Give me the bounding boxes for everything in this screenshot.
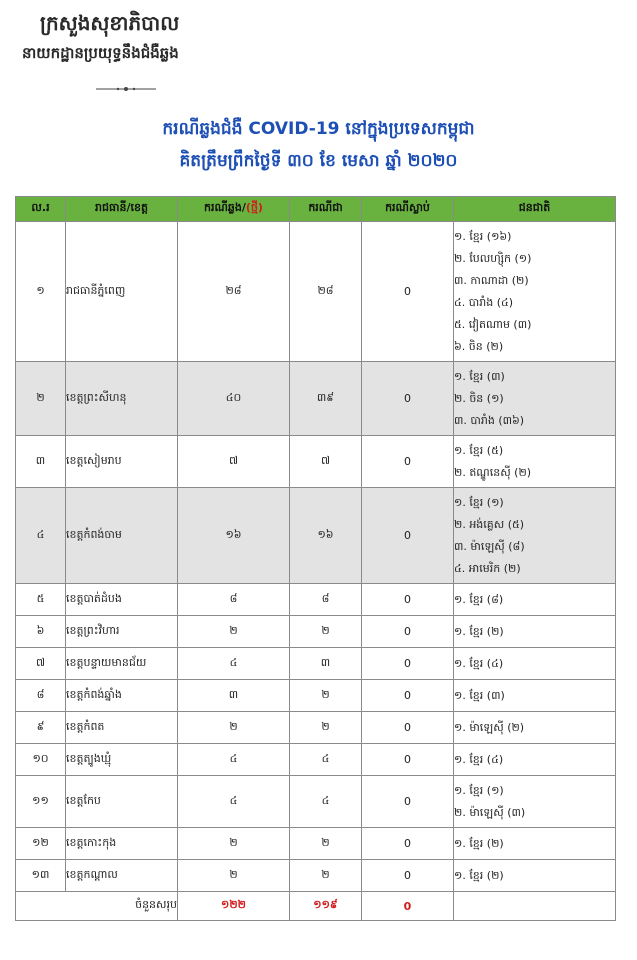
table-row bbox=[16, 680, 616, 712]
cases-count: ១៦ bbox=[178, 488, 290, 584]
nationality-item: ១. ខ្មែរ (២) bbox=[454, 836, 504, 850]
nationality-item: ៤. អាមេរិក (២) bbox=[454, 561, 521, 575]
deaths-count: 0 bbox=[362, 488, 454, 584]
nationality-item: ១. ខ្មែរ (៣) bbox=[454, 369, 505, 383]
deaths-count: 0 bbox=[362, 648, 454, 680]
row-number: ១០ bbox=[16, 744, 66, 776]
nationality-item: ១. ម៉ាឡេស៊ី (២) bbox=[454, 720, 525, 734]
province-name: ខេត្តបន្ទាយមានជ័យ bbox=[66, 648, 178, 680]
col-header-no: ល.រ bbox=[16, 197, 66, 222]
province-name: ខេត្តកំពង់ចាម bbox=[66, 488, 178, 584]
deaths-count: 0 bbox=[362, 744, 454, 776]
table-row bbox=[16, 616, 616, 648]
table-row bbox=[16, 584, 616, 616]
total-deaths: 0 bbox=[362, 892, 454, 921]
province-name: ខេត្តកំពង់ឆ្នាំង bbox=[66, 680, 178, 712]
cases-count: ២ bbox=[178, 712, 290, 744]
cases-count: ៨ bbox=[178, 584, 290, 616]
recovered-count: ៨ bbox=[290, 584, 362, 616]
nationality-list bbox=[454, 744, 616, 776]
row-number: ៣ bbox=[16, 436, 66, 488]
row-number: ១ bbox=[16, 222, 66, 362]
total-label: ចំនួនសរុប bbox=[16, 892, 178, 921]
department-name: នាយកដ្ឋានប្រយុទ្ធនឹងជំងឺឆ្លង bbox=[22, 44, 179, 62]
recovered-count: ១៦ bbox=[290, 488, 362, 584]
recovered-count: ២ bbox=[290, 828, 362, 860]
report-title: ករណីឆ្លងជំងឺ COVID-19 នៅក្នុងប្រទេសកម្ពុជា bbox=[162, 119, 475, 139]
col-header-new-label: (ថ្មី) bbox=[245, 201, 263, 214]
row-number: ១៣ bbox=[16, 860, 66, 892]
row-number: ៩ bbox=[16, 712, 66, 744]
nationality-item: ១. ខ្មែរ (៤) bbox=[454, 752, 504, 766]
divider-ornament bbox=[96, 84, 156, 94]
nationality-list bbox=[454, 860, 616, 892]
recovered-count: ២ bbox=[290, 860, 362, 892]
col-header-province: រាជធានី/ខេត្ត bbox=[66, 197, 178, 222]
table-row bbox=[16, 436, 616, 488]
deaths-count: 0 bbox=[362, 860, 454, 892]
row-number: ៥ bbox=[16, 584, 66, 616]
recovered-count: ២ bbox=[290, 680, 362, 712]
nationality-item: ១. ខ្មែរ (៥) bbox=[454, 443, 504, 457]
province-name: ខេត្តកែប bbox=[66, 776, 178, 828]
nationality-list bbox=[454, 362, 616, 436]
deaths-count: 0 bbox=[362, 616, 454, 648]
deaths-count: 0 bbox=[362, 828, 454, 860]
row-number: ២ bbox=[16, 362, 66, 436]
nationality-list bbox=[454, 776, 616, 828]
nationality-list bbox=[454, 488, 616, 584]
table-row bbox=[16, 222, 616, 362]
province-name: ខេត្តកណ្ដាល bbox=[66, 860, 178, 892]
nationality-item: ១. ខ្មែរ (២) bbox=[454, 868, 504, 882]
cases-count: ២ bbox=[178, 860, 290, 892]
recovered-count: ៧ bbox=[290, 436, 362, 488]
cases-count: ៤ bbox=[178, 648, 290, 680]
table-row bbox=[16, 828, 616, 860]
nationality-list bbox=[454, 648, 616, 680]
table-row bbox=[16, 776, 616, 828]
nationality-item: ៦. ចិន (២) bbox=[454, 339, 504, 353]
nationality-item: ៤. បារាំង (៤) bbox=[454, 295, 514, 309]
col-header-deaths: ករណីស្លាប់ bbox=[362, 197, 454, 222]
cases-count: ២៨ bbox=[178, 222, 290, 362]
nationality-item: ៥. វៀតណាម (៣) bbox=[454, 317, 532, 331]
table-row bbox=[16, 648, 616, 680]
nationality-item: ១. ខ្មែរ (១) bbox=[454, 495, 504, 509]
province-name: ខេត្តកោះកុង bbox=[66, 828, 178, 860]
nationality-list bbox=[454, 436, 616, 488]
report-date: គិតត្រឹមព្រឹកថ្ងៃទី ៣០ ខែ មេសា ឆ្នាំ ២០២០ bbox=[179, 151, 458, 171]
col-header-nationality: ជនជាតិ bbox=[454, 197, 616, 222]
nationality-item: ២. អង់គ្លេស (៥) bbox=[454, 517, 525, 531]
cases-count: ៤ bbox=[178, 776, 290, 828]
table-header-row bbox=[16, 197, 616, 222]
col-header-recovered: ករណីជា bbox=[290, 197, 362, 222]
table-body bbox=[16, 222, 616, 892]
table-row bbox=[16, 488, 616, 584]
cases-count: ២ bbox=[178, 616, 290, 648]
nationality-item: ១. ខ្មែរ (១៦) bbox=[454, 229, 512, 243]
province-name: ខេត្តព្រះសីហនុ bbox=[66, 362, 178, 436]
nationality-item: ៣. បារាំង (៣៦) bbox=[454, 413, 525, 427]
nationality-item: ១. ខ្មែរ (១) bbox=[454, 783, 504, 797]
nationality-list bbox=[454, 680, 616, 712]
col-header-cases bbox=[178, 197, 290, 222]
nationality-item: ៣. កាណាដា (២) bbox=[454, 273, 529, 287]
total-cases: ១២២ bbox=[178, 892, 290, 921]
row-number: ៧ bbox=[16, 648, 66, 680]
nationality-list bbox=[454, 616, 616, 648]
cases-count: ៧ bbox=[178, 436, 290, 488]
nationality-item: ១. ខ្មែរ (៨) bbox=[454, 592, 504, 606]
table-row bbox=[16, 712, 616, 744]
nationality-item: ១. ខ្មែរ (៣) bbox=[454, 688, 505, 702]
recovered-count: ២ bbox=[290, 712, 362, 744]
cases-count: ២ bbox=[178, 828, 290, 860]
province-name: ខេត្តកំពត bbox=[66, 712, 178, 744]
nationality-item: ២. ចិន (១) bbox=[454, 391, 504, 405]
total-nationality-empty bbox=[454, 892, 616, 921]
deaths-count: 0 bbox=[362, 712, 454, 744]
recovered-count: ៣ bbox=[290, 648, 362, 680]
ministry-name: ក្រសួងសុខាភិបាល bbox=[40, 11, 180, 35]
row-number: ១២ bbox=[16, 828, 66, 860]
nationality-list bbox=[454, 222, 616, 362]
recovered-count: ៣៩ bbox=[290, 362, 362, 436]
nationality-list bbox=[454, 828, 616, 860]
recovered-count: ២ bbox=[290, 616, 362, 648]
deaths-count: 0 bbox=[362, 436, 454, 488]
nationality-item: ២. ឥណ្ឌូនេស៊ី (២) bbox=[454, 465, 532, 479]
col-header-cases-label: ករណីឆ្លង/ bbox=[204, 201, 246, 214]
province-name: ខេត្តសៀមរាប bbox=[66, 436, 178, 488]
table-row bbox=[16, 362, 616, 436]
province-name: រាជធានីភ្នំពេញ bbox=[66, 222, 178, 362]
deaths-count: 0 bbox=[362, 222, 454, 362]
deaths-count: 0 bbox=[362, 362, 454, 436]
recovered-count: ៤ bbox=[290, 744, 362, 776]
deaths-count: 0 bbox=[362, 584, 454, 616]
recovered-count: ២៨ bbox=[290, 222, 362, 362]
province-name: ខេត្តបាត់ដំបង bbox=[66, 584, 178, 616]
total-recovered: ១១៩ bbox=[290, 892, 362, 921]
cases-count: ៤ bbox=[178, 744, 290, 776]
nationality-item: ១. ខ្មែរ (៤) bbox=[454, 656, 504, 670]
nationality-item: ១. ខ្មែរ (២) bbox=[454, 624, 504, 638]
nationality-item: ២. បែលហ្ស៊ិក (១) bbox=[454, 251, 532, 265]
row-number: ៤ bbox=[16, 488, 66, 584]
nationality-list bbox=[454, 584, 616, 616]
cases-count: ៤០ bbox=[178, 362, 290, 436]
row-number: ១១ bbox=[16, 776, 66, 828]
table-row bbox=[16, 860, 616, 892]
row-number: ៨ bbox=[16, 680, 66, 712]
nationality-item: ៣. ម៉ាឡេស៊ី (៨) bbox=[454, 539, 525, 553]
table-row bbox=[16, 744, 616, 776]
total-row bbox=[16, 892, 616, 921]
nationality-item: ២. ម៉ាឡេស៊ី (៣) bbox=[454, 805, 526, 819]
recovered-count: ៤ bbox=[290, 776, 362, 828]
province-name: ខេត្តត្បូងឃ្មុំ bbox=[66, 744, 178, 776]
deaths-count: 0 bbox=[362, 776, 454, 828]
province-name: ខេត្តព្រះវិហារ bbox=[66, 616, 178, 648]
nationality-list bbox=[454, 712, 616, 744]
covid-cases-table bbox=[15, 196, 616, 921]
cases-count: ៣ bbox=[178, 680, 290, 712]
row-number: ៦ bbox=[16, 616, 66, 648]
deaths-count: 0 bbox=[362, 680, 454, 712]
